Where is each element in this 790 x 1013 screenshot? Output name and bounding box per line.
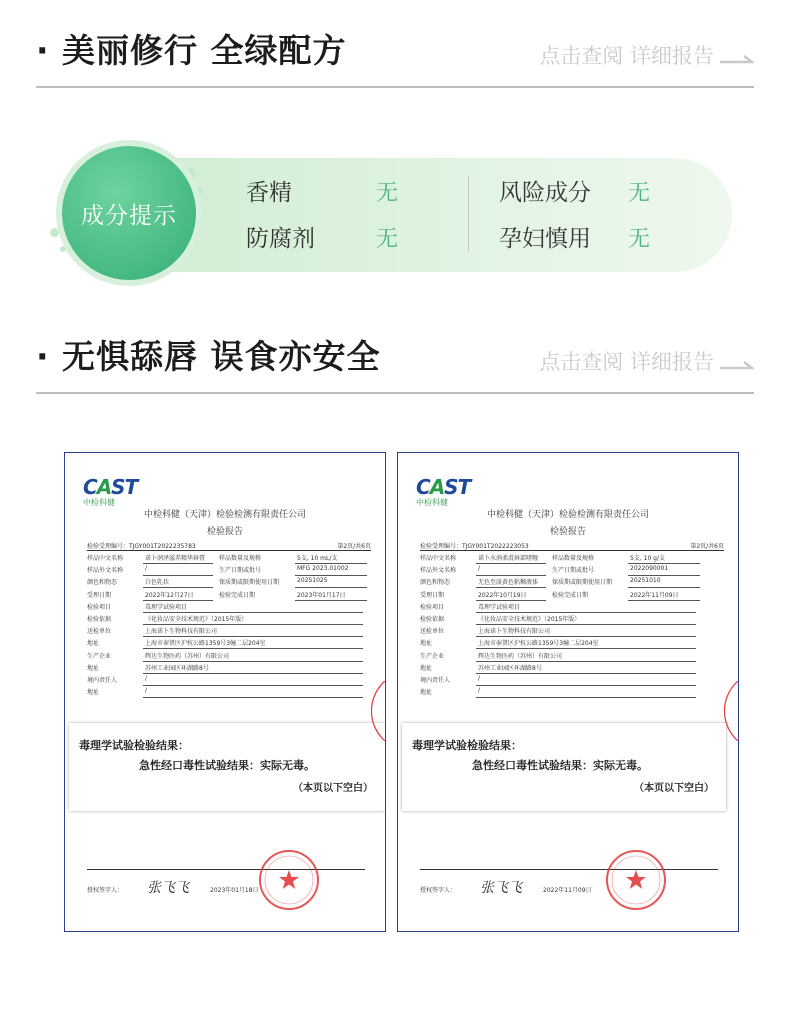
report-field-row xyxy=(420,686,708,699)
signature: 张飞飞 xyxy=(480,880,522,896)
section-header-formula xyxy=(36,26,754,88)
report-field-row xyxy=(87,637,355,650)
field-value: 《化妆品安全技术规范》（2015年版） xyxy=(145,616,248,623)
cast-logo xyxy=(83,475,137,508)
ingredient-name: 孕妇慎用 xyxy=(499,226,591,252)
field-value: 诺卜润泽滋养精华唇膏 xyxy=(145,555,206,562)
report-field-row xyxy=(420,589,708,602)
field-value: / xyxy=(478,687,481,695)
report-field-row xyxy=(87,564,355,577)
view-report-label: 点击查阅 详细报告 xyxy=(539,350,714,374)
official-seal-icon xyxy=(257,848,321,912)
field-value: 毒理学试验项目 xyxy=(145,603,188,611)
result-line: 急性经口毒性试验结果：实际无毒。 xyxy=(472,759,648,772)
field-value: / xyxy=(478,565,481,573)
field-label: 地址 xyxy=(420,664,433,672)
report-field-row xyxy=(87,625,355,638)
decor-dot xyxy=(50,228,59,237)
field-label: 颜色和物态 xyxy=(87,579,118,587)
field-value: 辉达生物医药（苏州）有限公司 xyxy=(478,652,563,660)
field-value: MFG 2023.01002 xyxy=(297,565,349,573)
field-label: 境内责任人 xyxy=(420,677,451,684)
cast-logo xyxy=(416,475,470,508)
ingredient-badge xyxy=(62,146,196,280)
ingredient-badge-label: 成分提示 xyxy=(81,202,177,229)
field-value: 上海市奉贤区沪杭公路1359号3幢二层204室 xyxy=(478,640,599,648)
report-number: 检验受理编号：TJGY001T2022223053 xyxy=(420,543,529,550)
report-field-row xyxy=(420,650,708,663)
report-field-row xyxy=(420,662,708,675)
field-label: 检验依据 xyxy=(420,616,445,623)
field-value: 辉达生物医药（苏州）有限公司 xyxy=(145,652,230,660)
field-value: 诺卜水润柔滑唇部啫喱 xyxy=(478,555,539,562)
view-report-label: 点击查阅 详细报告 xyxy=(539,44,714,68)
field-label: 样品数量及规格 xyxy=(219,555,262,562)
divider xyxy=(87,550,371,551)
divider xyxy=(420,550,724,551)
report-field-row xyxy=(420,576,708,589)
field-label: 检验完成日期 xyxy=(219,591,256,599)
field-value: / xyxy=(145,675,148,682)
logo-text: CAST xyxy=(83,475,138,499)
section-title: · 无惧舔唇 误食亦安全 xyxy=(36,337,381,376)
ingredient-divider xyxy=(468,176,469,252)
field-value: 白色乳状 xyxy=(145,579,170,587)
report-field-row xyxy=(87,662,355,675)
report-field-row xyxy=(87,674,355,687)
report-field-row xyxy=(420,613,708,626)
field-label: 地址 xyxy=(420,689,433,697)
divider xyxy=(420,869,718,870)
arrow-right-icon xyxy=(720,45,754,69)
report-page: 第2页/共6页 xyxy=(690,543,724,550)
report-field-row xyxy=(420,601,708,614)
field-label: 生产日期或批号 xyxy=(219,567,262,575)
ingredient-value: 无 xyxy=(376,227,399,252)
ingredient-value: 无 xyxy=(628,227,651,252)
field-label: 检验完成日期 xyxy=(552,591,589,599)
result-line: 急性经口毒性试验结果：实际无毒。 xyxy=(139,759,315,772)
report-field-row xyxy=(87,650,355,663)
field-label: 颜色和物态 xyxy=(420,579,451,587)
result-title: 毒理学试验检验结果： xyxy=(412,739,522,752)
view-report-link[interactable] xyxy=(539,346,754,376)
field-value: / xyxy=(478,675,481,682)
ingredient-name: 香精 xyxy=(246,180,292,206)
report-field-row xyxy=(87,601,355,614)
seal-edge-icon xyxy=(724,681,738,741)
field-value: 无色至淡黄色粘稠液体 xyxy=(478,579,539,587)
ingredient-value: 无 xyxy=(376,181,399,206)
report-field-row xyxy=(87,576,355,589)
field-label: 样品外文名称 xyxy=(87,567,124,575)
field-label: 受理日期 xyxy=(87,591,112,599)
report-number: 检验受理编号：TJGY001T2022235783 xyxy=(87,543,196,550)
report-field-row xyxy=(420,552,708,565)
arrow-right-icon xyxy=(720,351,754,375)
field-value: 上海诺卜生物科技有限公司 xyxy=(478,628,551,636)
report-company: 中检科健（天津）检验检测有限责任公司 xyxy=(143,510,306,520)
field-label: 样品数量及规格 xyxy=(552,555,595,562)
report-field-row xyxy=(87,552,355,565)
field-label: 生产企业 xyxy=(87,652,112,660)
field-label: 保质期或限期使用日期 xyxy=(219,579,280,587)
field-label: 保质期或限期使用日期 xyxy=(552,579,613,587)
section-title: · 美丽修行 全绿配方 xyxy=(36,31,347,70)
logo-text: CAST xyxy=(416,475,471,499)
sign-date: 2022年11月09日 xyxy=(543,887,592,894)
field-label: 样品中文名称 xyxy=(420,555,457,562)
section-header-safety xyxy=(36,332,754,394)
decor-dot xyxy=(186,168,196,178)
field-label: 地址 xyxy=(87,640,100,648)
result-title: 毒理学试验检验结果： xyxy=(79,739,189,752)
report-field-row xyxy=(420,625,708,638)
report-company: 中检科健（天津）检验检测有限责任公司 xyxy=(486,510,649,520)
decor-dot xyxy=(196,188,203,195)
report-field-row xyxy=(420,637,708,650)
field-value: 2022年10月19日 xyxy=(478,591,527,599)
field-value: 5支, 10 mL/支 xyxy=(297,555,338,562)
signatory-label: 授权签字人： xyxy=(87,887,124,894)
report-field-row xyxy=(87,686,355,699)
result-box xyxy=(69,723,385,811)
field-value: 2022年12月27日 xyxy=(145,591,194,599)
result-note: （本页以下空白） xyxy=(293,783,373,794)
report-title: 检验报告 xyxy=(206,527,243,537)
field-value: / xyxy=(145,565,148,573)
field-label: 检验项目 xyxy=(420,603,445,611)
field-label: 检验依据 xyxy=(87,616,112,623)
sign-date: 2023年01月18日 xyxy=(210,887,259,894)
ingredient-value: 无 xyxy=(628,181,651,206)
report-field-row xyxy=(420,674,708,687)
ingredient-name: 风险成分 xyxy=(499,180,591,206)
divider xyxy=(87,869,365,870)
ingredient-name: 防腐剂 xyxy=(246,226,315,252)
field-value: 苏州工业园区环湖路8号 xyxy=(478,664,542,672)
field-label: 境内责任人 xyxy=(87,677,118,684)
field-value: 上海诺卜生物科技有限公司 xyxy=(145,628,218,636)
field-underline xyxy=(143,697,363,698)
result-note: （本页以下空白） xyxy=(634,783,714,794)
field-underline xyxy=(476,697,696,698)
field-label: 生产日期或批号 xyxy=(552,567,595,575)
field-value: 2023年01月17日 xyxy=(297,591,346,599)
logo-subtext: 中检科健 xyxy=(416,498,448,507)
result-box xyxy=(402,723,726,811)
report-title: 检验报告 xyxy=(549,527,586,537)
field-value: / xyxy=(145,687,148,695)
test-report-1[interactable] xyxy=(64,452,386,932)
field-label: 检验项目 xyxy=(87,603,112,611)
field-value: 《化妆品安全技术规范》（2015年版） xyxy=(478,616,581,623)
logo-subtext: 中检科健 xyxy=(83,498,115,507)
field-label: 受理日期 xyxy=(420,591,445,599)
field-value: 毒理学试验项目 xyxy=(478,603,521,611)
seal-edge-icon xyxy=(371,681,385,741)
field-label: 地址 xyxy=(87,664,100,672)
report-field-row xyxy=(87,613,355,626)
field-label: 样品中文名称 xyxy=(87,555,124,562)
field-label: 送检单位 xyxy=(420,628,445,636)
signatory-label: 授权签字人： xyxy=(420,887,457,894)
field-value: 20251025 xyxy=(297,577,328,585)
report-page: 第2页/共6页 xyxy=(337,543,371,550)
field-label: 样品外文名称 xyxy=(420,567,457,575)
report-field-row xyxy=(87,589,355,602)
decor-dot xyxy=(60,246,66,252)
field-label: 送检单位 xyxy=(87,628,112,636)
field-value: 2022090001 xyxy=(630,565,669,573)
field-value: 苏州工业园区环湖路8号 xyxy=(145,664,209,672)
view-report-link[interactable] xyxy=(539,40,754,70)
field-value: 5支, 10 g/支 xyxy=(630,555,666,562)
field-label: 地址 xyxy=(420,640,433,648)
field-value: 20251010 xyxy=(630,577,661,585)
report-field-row xyxy=(420,564,708,577)
field-value: 上海市奉贤区沪杭公路1359号3幢二层204室 xyxy=(145,640,266,648)
signature: 张飞飞 xyxy=(147,880,189,896)
test-report-2[interactable] xyxy=(397,452,739,932)
field-label: 地址 xyxy=(87,689,100,697)
field-label: 生产企业 xyxy=(420,652,445,660)
field-value: 2022年11月09日 xyxy=(630,591,679,599)
official-seal-icon xyxy=(604,848,668,912)
